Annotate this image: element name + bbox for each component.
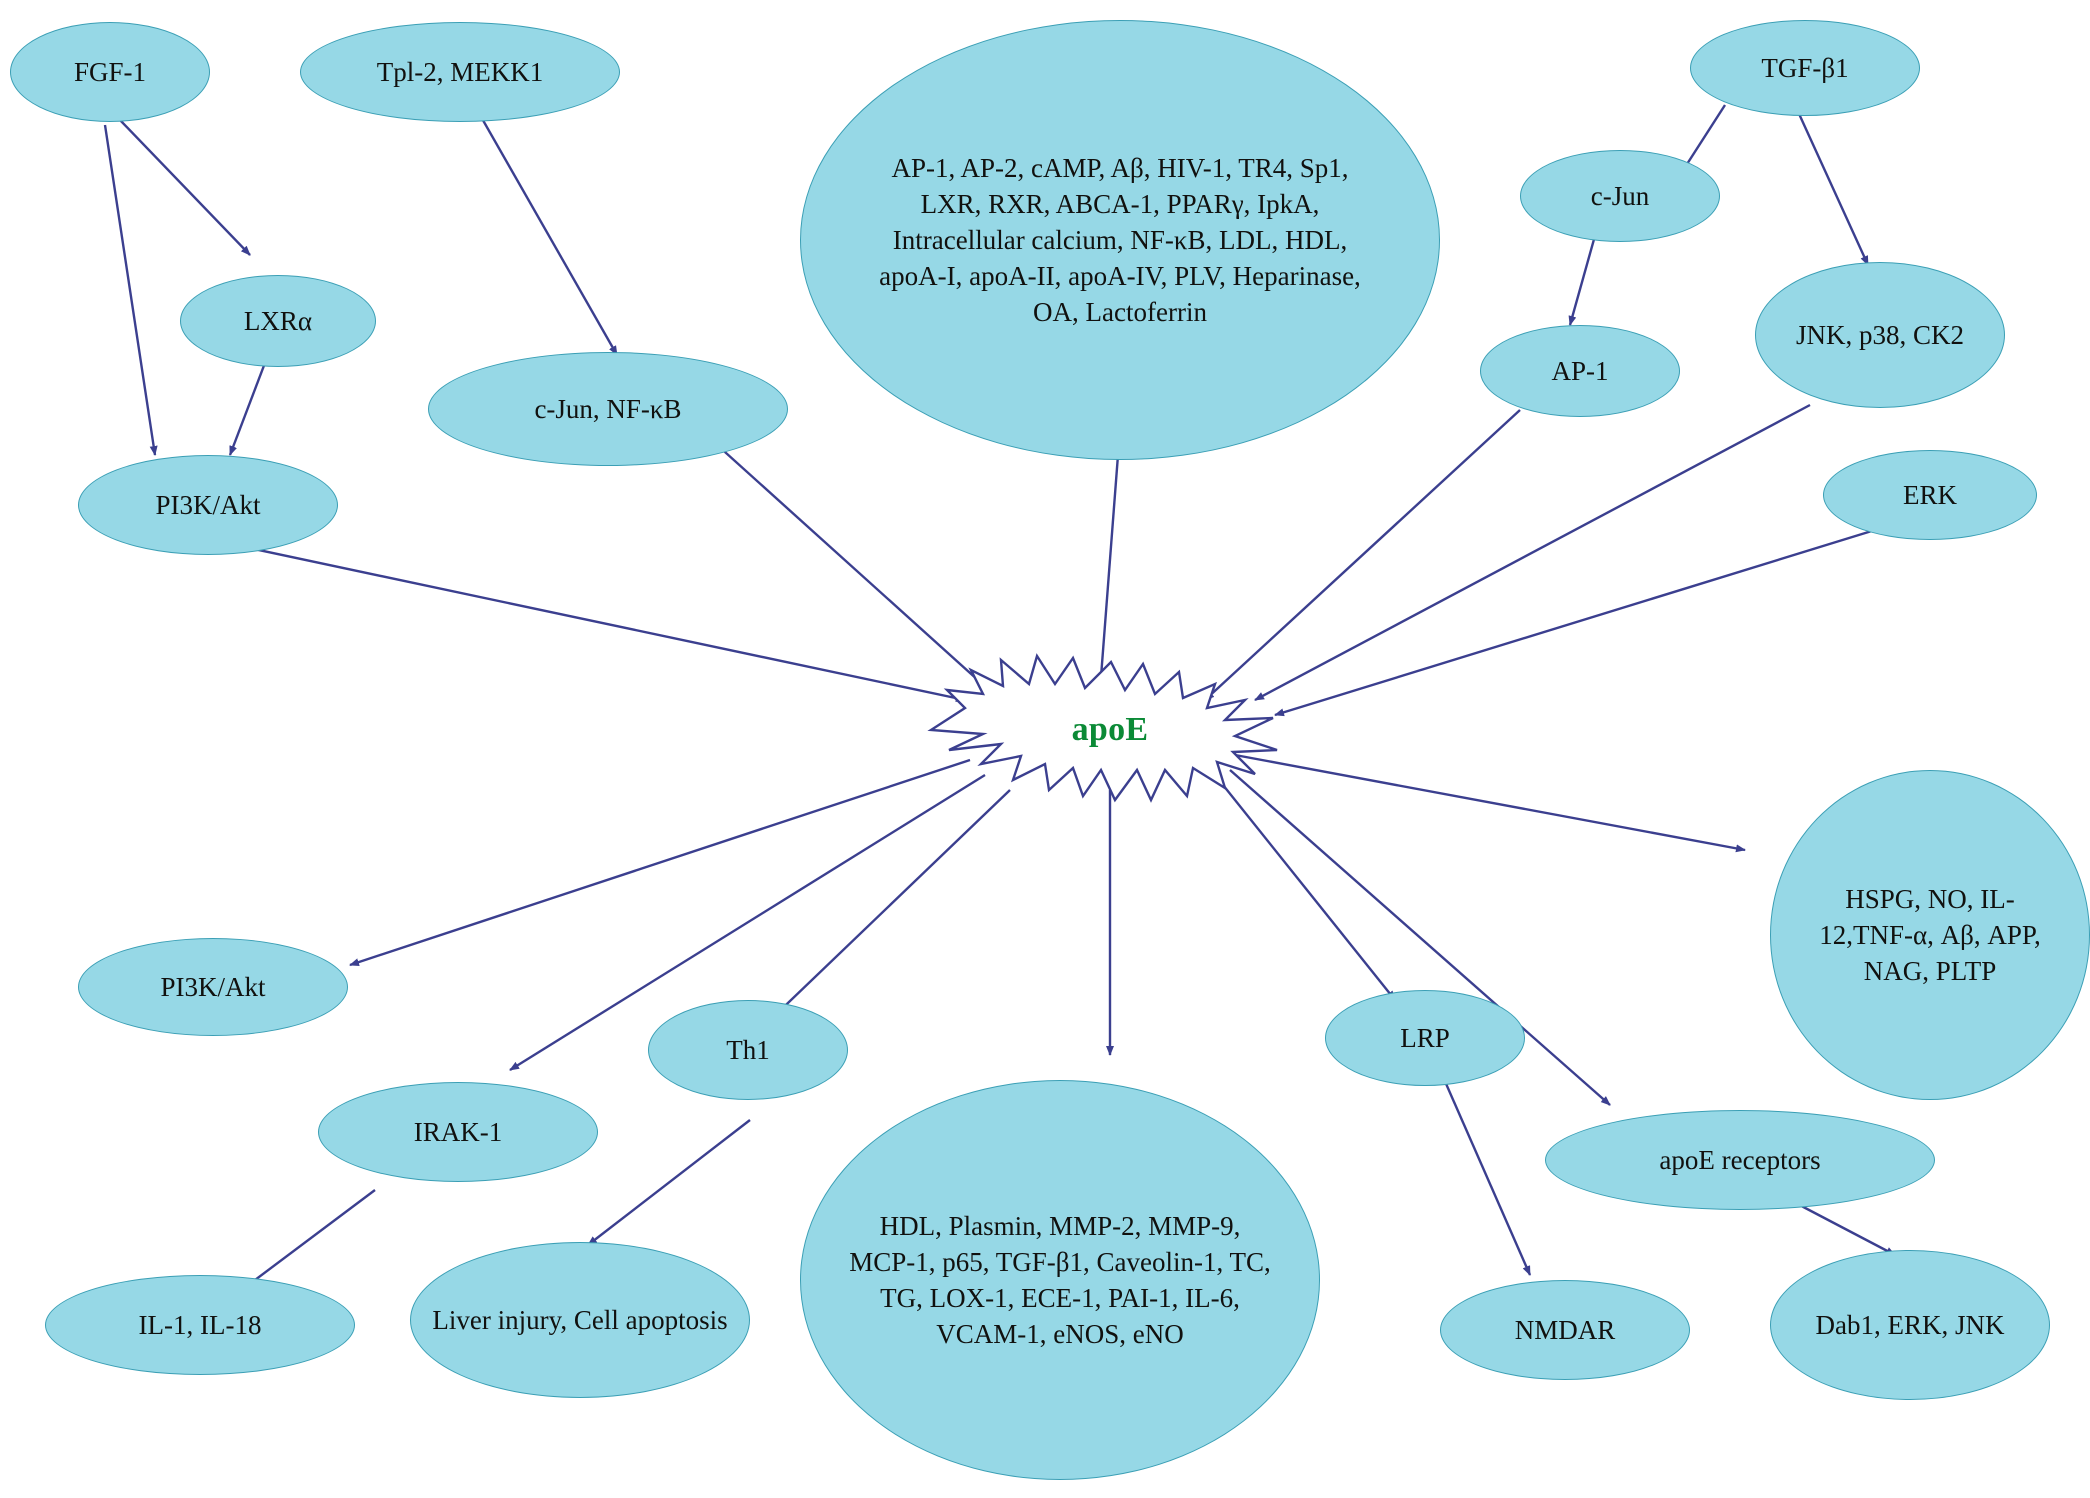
edge-fgf1-pi3kakt: [105, 125, 155, 455]
edge-apoereceptors-dab1: [1790, 1200, 1895, 1255]
edge-apoe-hspg: [1235, 755, 1745, 850]
edge-apoe-th1: [765, 790, 1010, 1025]
node-apoe-effectors-label: HDL, Plasmin, MMP-2, MMP-9, MCP-1, p65, TGF-β1, Caveolin-1, TC, TG, LOX-1, ECE-1, PAI-1, IL-6, VCAM-1, eNOS, eNO: [849, 1210, 1271, 1350]
node-fgf1[interactable]: [10, 22, 210, 122]
edge-tpl2-cjunnfkb: [480, 115, 617, 355]
node-c-jun[interactable]: [1520, 150, 1720, 242]
node-il1-il18-label: IL-1, IL-18: [138, 1309, 262, 1340]
node-nmdar[interactable]: [1440, 1280, 1690, 1380]
node-c-jun-label: c-Jun: [1590, 180, 1650, 211]
edge-lrp-nmdar: [1440, 1070, 1530, 1275]
edge-tgfb1-jnk: [1795, 105, 1868, 265]
node-apoe-receptors[interactable]: [1545, 1110, 1935, 1210]
edge-th1-liverinjury: [588, 1120, 750, 1245]
node-erk[interactable]: [1823, 450, 2037, 540]
apoe-hub: [925, 650, 1295, 810]
node-th1[interactable]: [648, 1000, 848, 1100]
node-il1-il18[interactable]: [45, 1275, 355, 1375]
apoe-hub-label: apoE: [1071, 711, 1149, 748]
node-c-jun-nfkb[interactable]: [428, 352, 788, 466]
node-ap1[interactable]: [1480, 325, 1680, 417]
node-lrp-label: LRP: [1400, 1022, 1450, 1053]
node-hspg-no-il12-label: HSPG, NO, IL-12,TNF-α, Aβ, APP, NAG, PLTP: [1819, 883, 2041, 987]
edge-pi3kakt-apoe: [235, 545, 965, 700]
node-lxr-alpha[interactable]: [180, 275, 376, 367]
node-irak1[interactable]: [318, 1082, 598, 1182]
node-apoe-receptors-label: apoE receptors: [1659, 1144, 1821, 1175]
node-apoe-regulators[interactable]: [800, 20, 1440, 460]
node-dab1-erk-jnk[interactable]: [1770, 1250, 2050, 1400]
node-pi3k-akt-bottom[interactable]: [78, 938, 348, 1036]
node-liver-injury[interactable]: [410, 1242, 750, 1398]
node-pi3k-akt-bottom-label: PI3K/Akt: [160, 971, 266, 1002]
node-nmdar-label: NMDAR: [1514, 1314, 1616, 1345]
node-tgf-beta1-label: TGF-β1: [1761, 52, 1849, 83]
edge-jnk-apoe: [1255, 405, 1810, 700]
node-dab1-erk-jnk-label: Dab1, ERK, JNK: [1815, 1309, 2005, 1340]
node-c-jun-nfkb-label: c-Jun, NF-κB: [534, 393, 682, 424]
node-tgf-beta1[interactable]: [1690, 20, 1920, 116]
node-pi3k-akt-top-label: PI3K/Akt: [155, 489, 261, 520]
node-lrp[interactable]: [1325, 990, 1525, 1086]
edge-apoe-pi3kaktbot: [350, 760, 970, 965]
node-liver-injury-label: Liver injury, Cell apoptosis: [432, 1304, 728, 1335]
node-apoe-effectors[interactable]: [800, 1080, 1320, 1480]
node-tpl2-mekk1-label: Tpl-2, MEKK1: [376, 56, 544, 87]
node-irak1-label: IRAK-1: [413, 1116, 503, 1147]
node-lxr-alpha-label: LXRα: [243, 305, 313, 336]
node-hspg-no-il12[interactable]: [1770, 770, 2090, 1100]
node-apoe-regulators-label: AP-1, AP-2, cAMP, Aβ, HIV-1, TR4, Sp1, LXR, RXR, ABCA-1, PPARγ, IpkA, Intracellular calcium, NF-κB, LDL, HDL, apoA-I, apoA-II, apoA-IV, PLV, Heparinase, OA, Lactoferrin: [879, 152, 1361, 328]
edge-fgf1-lxra: [120, 120, 250, 255]
node-ap1-label: AP-1: [1551, 355, 1609, 386]
node-jnk-p38-ck2[interactable]: [1755, 262, 2005, 408]
node-th1-label: Th1: [726, 1034, 770, 1065]
node-jnk-p38-ck2-label: JNK, p38, CK2: [1795, 319, 1964, 350]
node-fgf1-label: FGF-1: [73, 56, 147, 87]
edge-erk-apoe: [1275, 530, 1875, 715]
node-pi3k-akt-top[interactable]: [78, 455, 338, 555]
node-tpl2-mekk1[interactable]: [300, 22, 620, 122]
edge-lxra-pi3kakt: [230, 355, 268, 455]
node-erk-label: ERK: [1903, 479, 1957, 510]
